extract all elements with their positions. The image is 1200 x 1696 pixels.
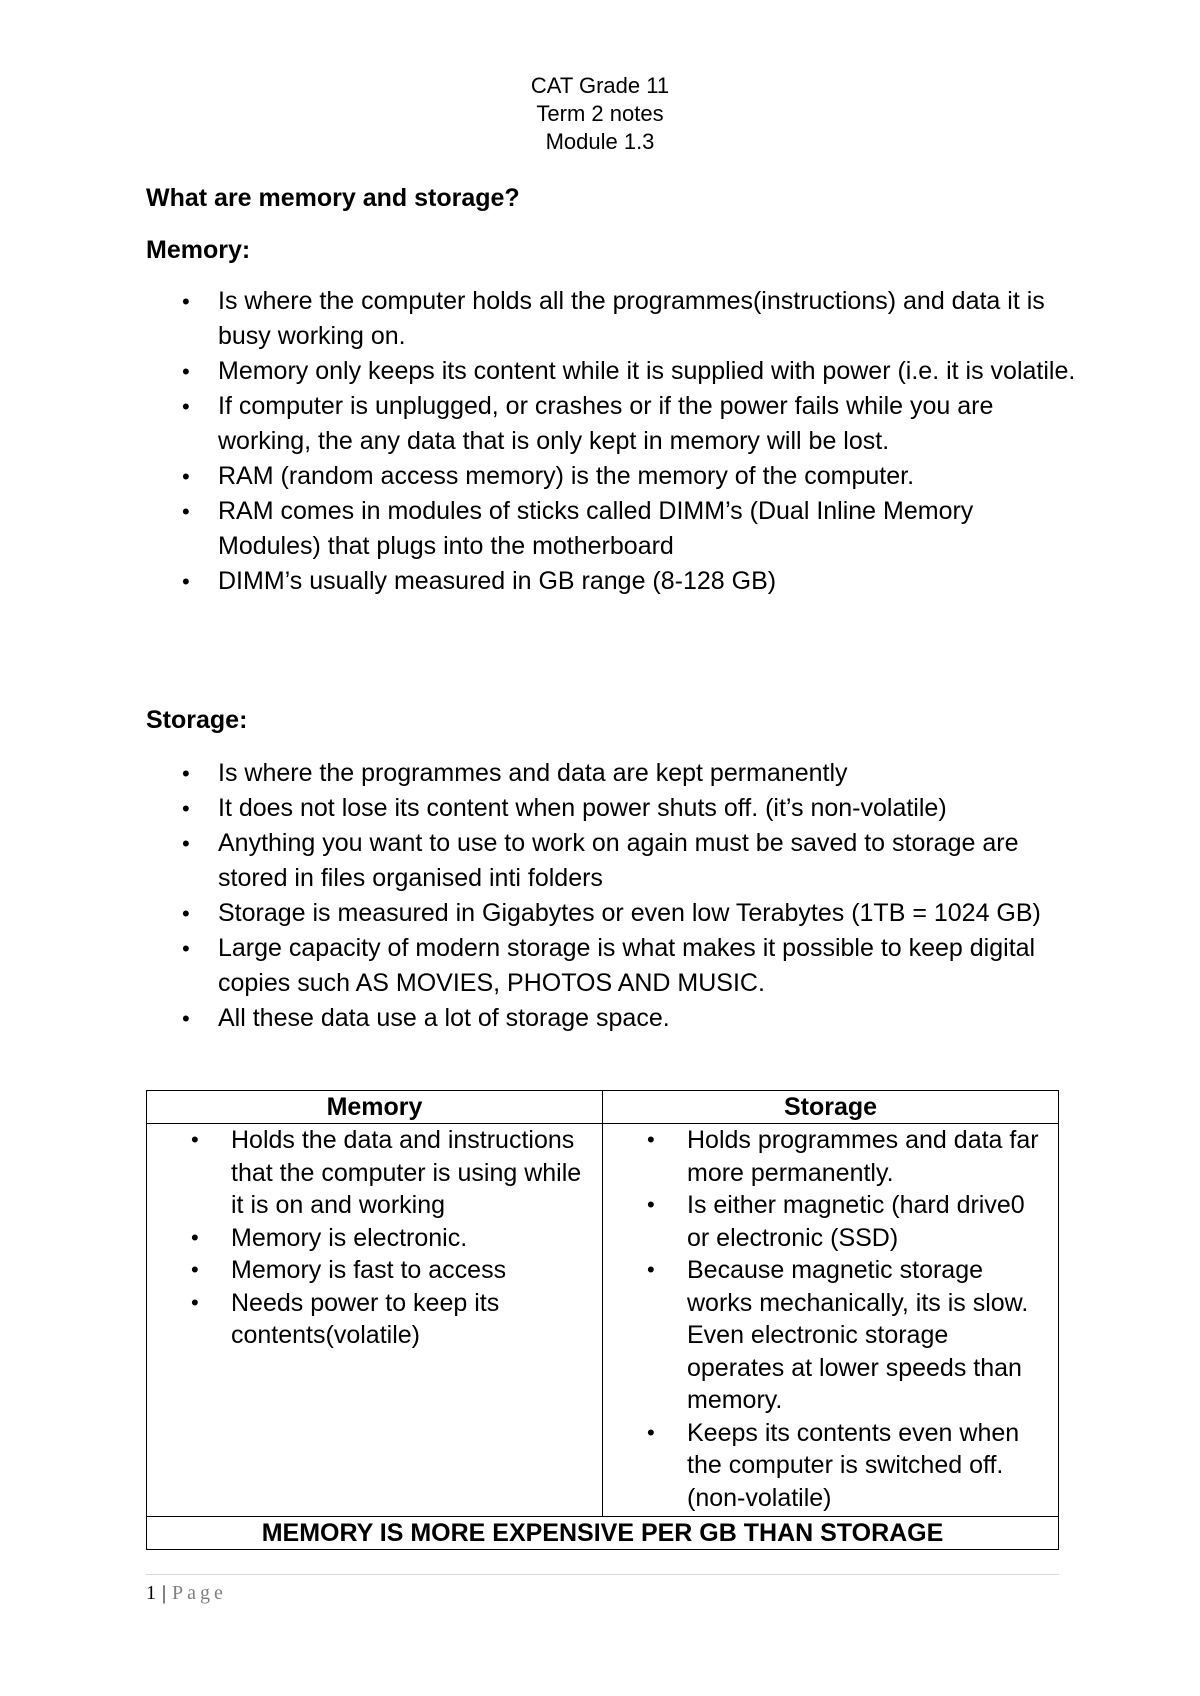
list-item: • RAM comes in modules of sticks called DIMM’s (Dual Inline Memory Modules) that plugs into the motherboard xyxy=(146,494,1076,564)
document-header xyxy=(0,72,1200,156)
list-item: • Memory is fast to access xyxy=(147,1254,602,1287)
list-item: • Storage is measured in Gigabytes or even low Terabytes (1TB = 1024 GB) xyxy=(146,896,1076,931)
table-footer-row xyxy=(147,1517,1059,1550)
table-header-row xyxy=(147,1091,1059,1124)
footer-divider xyxy=(146,1574,1059,1575)
list-item: • Holds programmes and data far more permanently. xyxy=(603,1124,1058,1189)
storage-cell-list xyxy=(603,1124,1058,1514)
page-title: What are memory and storage? xyxy=(146,184,520,212)
table-row xyxy=(147,1124,1059,1517)
page-number: 1 xyxy=(146,1582,156,1604)
header-term: Term 2 notes xyxy=(536,101,664,126)
memory-bullet-list xyxy=(146,284,1076,599)
list-item: • Keeps its contents even when the computer is switched off. (non-volatile) xyxy=(603,1417,1058,1515)
list-item: • Memory only keeps its content while it is supplied with power (i.e. it is volatile. xyxy=(146,354,1076,389)
list-item: • It does not lose its content when power shuts off. (it’s non-volatile) xyxy=(146,791,1076,826)
list-item: • Memory is electronic. xyxy=(147,1222,602,1255)
list-item: • Large capacity of modern storage is what makes it possible to keep digital copies such AS MOVIES, PHOTOS AND MUSIC. xyxy=(146,931,1076,1001)
list-item: • Because magnetic storage works mechanically, its is slow. Even electronic storage operates at lower speeds than memory. xyxy=(603,1254,1058,1417)
list-item: • RAM (random access memory) is the memory of the computer. xyxy=(146,459,1076,494)
list-item: • DIMM’s usually measured in GB range (8-128 GB) xyxy=(146,564,1076,599)
list-item: • If computer is unplugged, or crashes or if the power fails while you are working, the any data that is only kept in memory will be lost. xyxy=(146,389,1076,459)
page-word: Page xyxy=(172,1582,227,1604)
list-item: • Needs power to keep its contents(volatile) xyxy=(147,1287,602,1352)
header-course: CAT Grade 11 xyxy=(530,73,670,98)
comparison-table xyxy=(146,1090,1059,1550)
page-footer xyxy=(146,1582,227,1605)
memory-cell-list xyxy=(147,1124,602,1352)
column-header-memory: Memory xyxy=(147,1091,603,1124)
list-item: • Holds the data and instructions that the computer is using while it is on and working xyxy=(147,1124,602,1222)
header-module: Module 1.3 xyxy=(545,129,655,154)
storage-cell xyxy=(603,1124,1059,1517)
storage-bullet-list xyxy=(146,756,1076,1036)
table-footer-note: MEMORY IS MORE EXPENSIVE PER GB THAN STORAGE xyxy=(147,1517,1059,1550)
list-item: • Is where the programmes and data are kept permanently xyxy=(146,756,1076,791)
storage-heading: Storage: xyxy=(146,706,248,734)
list-item: • Anything you want to use to work on again must be saved to storage are stored in files organised inti folders xyxy=(146,826,1076,896)
memory-cell xyxy=(147,1124,603,1517)
list-item: • Is where the computer holds all the programmes(instructions) and data it is busy working on. xyxy=(146,284,1076,354)
page-separator: | xyxy=(162,1582,167,1604)
column-header-storage: Storage xyxy=(603,1091,1059,1124)
list-item: • All these data use a lot of storage space. xyxy=(146,1001,1076,1036)
list-item: • Is either magnetic (hard drive0 or electronic (SSD) xyxy=(603,1189,1058,1254)
memory-heading: Memory: xyxy=(146,236,251,264)
